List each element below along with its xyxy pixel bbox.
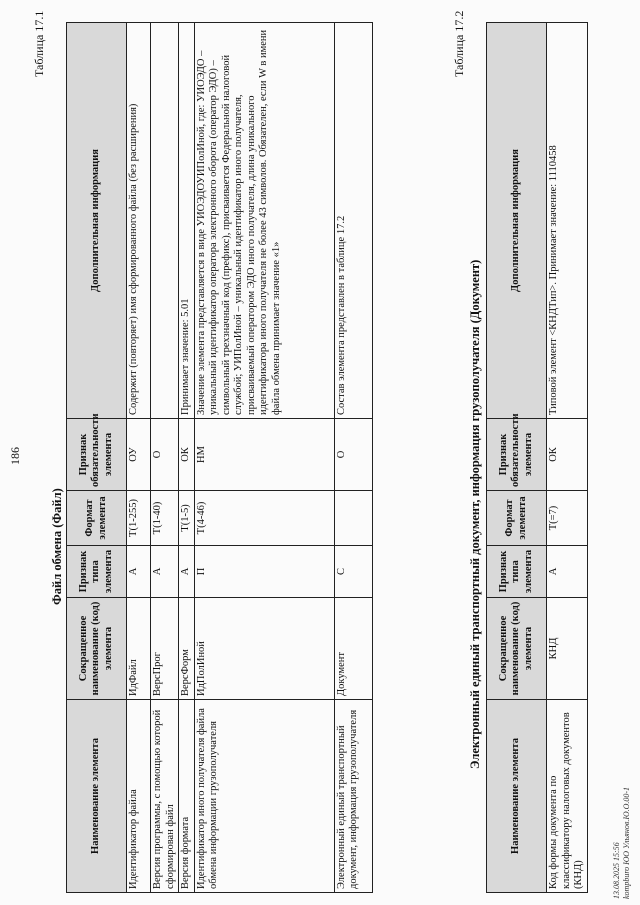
- cell-type: А: [151, 546, 179, 598]
- table1-title: Файл обмена (Файл): [50, 488, 64, 605]
- cell-format: T(=7): [547, 491, 588, 546]
- cell-info: Содержит (повторяет) имя сформированного файла (без расширения): [127, 23, 151, 419]
- cell-code: ИдФайл: [127, 598, 151, 700]
- header-cell: Наименование элемента: [67, 700, 127, 893]
- cell-name: Код формы документа по классификатору налоговых документов (КНД): [547, 700, 588, 893]
- cell-required: ОК: [547, 419, 588, 491]
- cell-type: С: [334, 546, 372, 598]
- header-cell: Формат элемента: [67, 491, 127, 546]
- header-cell: Признак типа элемента: [487, 546, 547, 598]
- cell-type: А: [127, 546, 151, 598]
- cell-info: Состав элемента представлен в таблице 17.2: [334, 23, 372, 419]
- cell-format: T(1-255): [127, 491, 151, 546]
- cell-info: [151, 23, 179, 419]
- page-number: 186: [8, 447, 22, 465]
- table-row: [194, 23, 334, 893]
- header-cell: Сокращенное наименование (код) элемента: [67, 598, 127, 700]
- cell-code: КНД: [547, 598, 588, 700]
- cell-format: T(4-46): [194, 491, 334, 546]
- header-cell: Признак обязательности элемента: [487, 419, 547, 491]
- cell-code: Документ: [334, 598, 372, 700]
- table-file: [66, 22, 373, 893]
- table-header-row: [67, 23, 127, 893]
- footer-user: kompburo ЮО Ульянов.Ю.О.00-1: [622, 786, 631, 899]
- header-cell: Признак обязательности элемента: [67, 419, 127, 491]
- cell-type: П: [194, 546, 334, 598]
- cell-required: О: [334, 419, 372, 491]
- cell-required: ОК: [179, 419, 195, 491]
- header-cell: Формат элемента: [487, 491, 547, 546]
- cell-format: [334, 491, 372, 546]
- cell-format: T(1-5): [179, 491, 195, 546]
- cell-name: Версия программы, с помощью которой сформирован файл: [151, 700, 179, 893]
- footer-stamp: [612, 787, 632, 899]
- cell-name: Электронный единый транспортный документ, информация грузополучателя: [334, 700, 372, 893]
- cell-name: Идентификатор иного получателя файла обмена информации грузополучателя: [194, 700, 334, 893]
- table-row: [127, 23, 151, 893]
- header-cell: Дополнительная информация: [67, 23, 127, 419]
- table-row: [334, 23, 372, 893]
- table-header-row: [487, 23, 547, 893]
- cell-type: А: [179, 546, 195, 598]
- cell-code: ИдПолИной: [194, 598, 334, 700]
- cell-info: Типовой элемент <КНДТип>. Принимает значение: 1110458: [547, 23, 588, 419]
- cell-format: T(1-40): [151, 491, 179, 546]
- table2-label: Таблица 17.2: [452, 10, 466, 77]
- table-row: [547, 23, 588, 893]
- cell-name: Идентификатор файла: [127, 700, 151, 893]
- cell-code: ВерсПрог: [151, 598, 179, 700]
- cell-required: ОУ: [127, 419, 151, 491]
- cell-required: О: [151, 419, 179, 491]
- table-row: [151, 23, 179, 893]
- table1-label: Таблица 17.1: [32, 10, 46, 77]
- cell-info: Принимает значение: 5.01: [179, 23, 195, 419]
- footer-date: 13.08.2025 15:56: [612, 842, 621, 899]
- header-cell: Дополнительная информация: [487, 23, 547, 419]
- table-document: [486, 22, 588, 893]
- cell-info: Значение элемента представляется в виде УИОЭДОУИПолИной, где: УИОЭДО – уникальный идентификатор оператора электронного оборота (оператор ЭДО) – символьный трехзначный код (префикс), присваивается Федеральной налоговой службой; УИПолИной – уникальный идентификатор иного получателя, присваиваемый оператором ЭДО иного получателя, длина уникального идентификатора иного получателя не более 43 символов. Обязателен, если W в имени файла обмена принимает значение «1»: [194, 23, 334, 419]
- header-cell: Сокращенное наименование (код) элемента: [487, 598, 547, 700]
- cell-code: ВерсФорм: [179, 598, 195, 700]
- cell-type: А: [547, 546, 588, 598]
- cell-name: Версия формата: [179, 700, 195, 893]
- header-cell: Признак типа элемента: [67, 546, 127, 598]
- table-row: [179, 23, 195, 893]
- table2-title: Электронный единый транспортный документ, информация грузополучателя (Документ): [468, 259, 482, 769]
- header-cell: Наименование элемента: [487, 700, 547, 893]
- cell-required: НМ: [194, 419, 334, 491]
